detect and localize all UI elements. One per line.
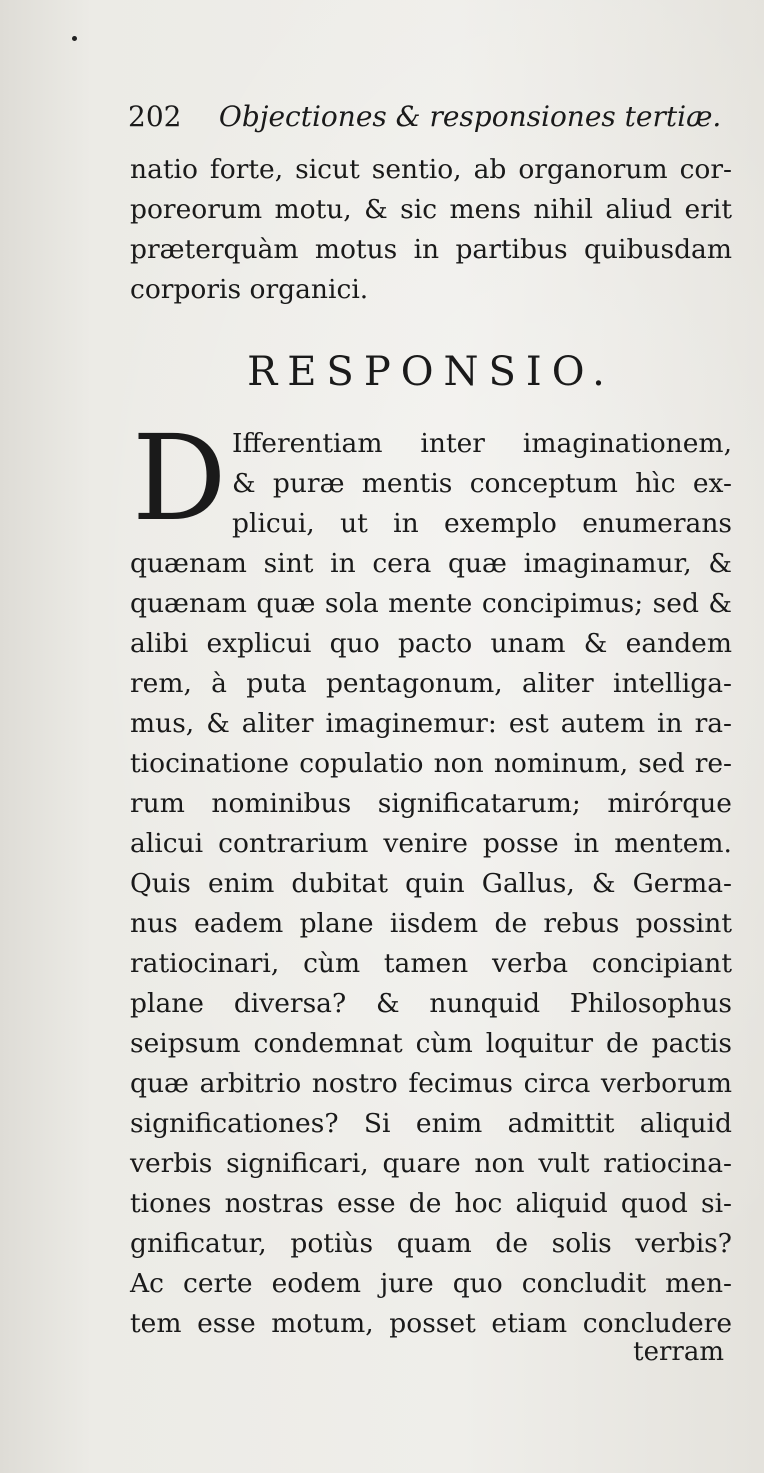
indented-lines <box>232 424 732 544</box>
text-line: quæ arbitrio nostro fecimus circa verborum <box>130 1068 732 1099</box>
running-title: Objectiones & responsiones tertiæ. <box>218 100 722 133</box>
text-line: verbis significari, quare non vult ratiocina- <box>130 1148 732 1179</box>
text-line: tem esse motum, posset etiam concludere <box>130 1308 732 1339</box>
text-line: plicui, ut in exemplo enumerans <box>232 508 732 539</box>
text-line: & puræ mentis conceptum hìc ex- <box>232 468 732 499</box>
text-line: præterquàm motus in partibus quibusdam <box>130 234 732 265</box>
text-line: rum nominibus significatarum; mirórque <box>130 788 732 819</box>
text-line: natio forte, sicut sentio, ab organorum cor- <box>130 154 732 185</box>
top-paragraph <box>130 150 732 310</box>
page-number: 202 <box>128 100 182 133</box>
text-line: alibi explicui quo pacto unam & eandem <box>130 628 732 659</box>
text-line: tiones nostras esse de hoc aliquid quod si- <box>130 1188 732 1219</box>
text-line: nus eadem plane iisdem de rebus possint <box>130 908 732 939</box>
text-line: poreorum motu, & sic mens nihil aliud erit <box>130 194 732 225</box>
catchword: terram <box>633 1337 724 1367</box>
ink-speck <box>72 36 77 41</box>
text-line: alicui contrarium venire posse in mentem. <box>130 828 732 859</box>
text-line: Ac certe eodem jure quo concludit men- <box>130 1268 732 1299</box>
text-line: tiocinatione copulatio non nominum, sed re- <box>130 748 732 779</box>
text-line: corporis organici. <box>130 274 369 305</box>
response-paragraph <box>130 544 732 1344</box>
text-line: ratiocinari, cùm tamen verba concipiant <box>130 948 732 979</box>
drop-cap: D <box>132 409 227 547</box>
text-line: plane diversa? & nunquid Philosophus <box>130 988 732 1019</box>
text-line: mus, & aliter imaginemur: est autem in ra- <box>130 708 732 739</box>
text-line: rem, à puta pentagonum, aliter intelliga- <box>130 668 732 699</box>
text-line: Quis enim dubitat quin Gallus, & Germa- <box>130 868 732 899</box>
text-line: seipsum condemnat cùm loquitur de pactis <box>130 1028 732 1059</box>
text-line: quænam sint in cera quæ imaginamur, & <box>130 548 732 579</box>
running-header <box>128 97 722 137</box>
text-line: gnificatur, potiùs quam de solis verbis? <box>130 1228 732 1259</box>
section-heading: RESPONSIO. <box>247 349 615 395</box>
text-line: significationes? Si enim admittit aliquid <box>130 1108 732 1139</box>
text-line: quænam quæ sola mente concipimus; sed & <box>130 588 732 619</box>
text-line: Ifferentiam inter imaginationem, <box>232 428 732 459</box>
